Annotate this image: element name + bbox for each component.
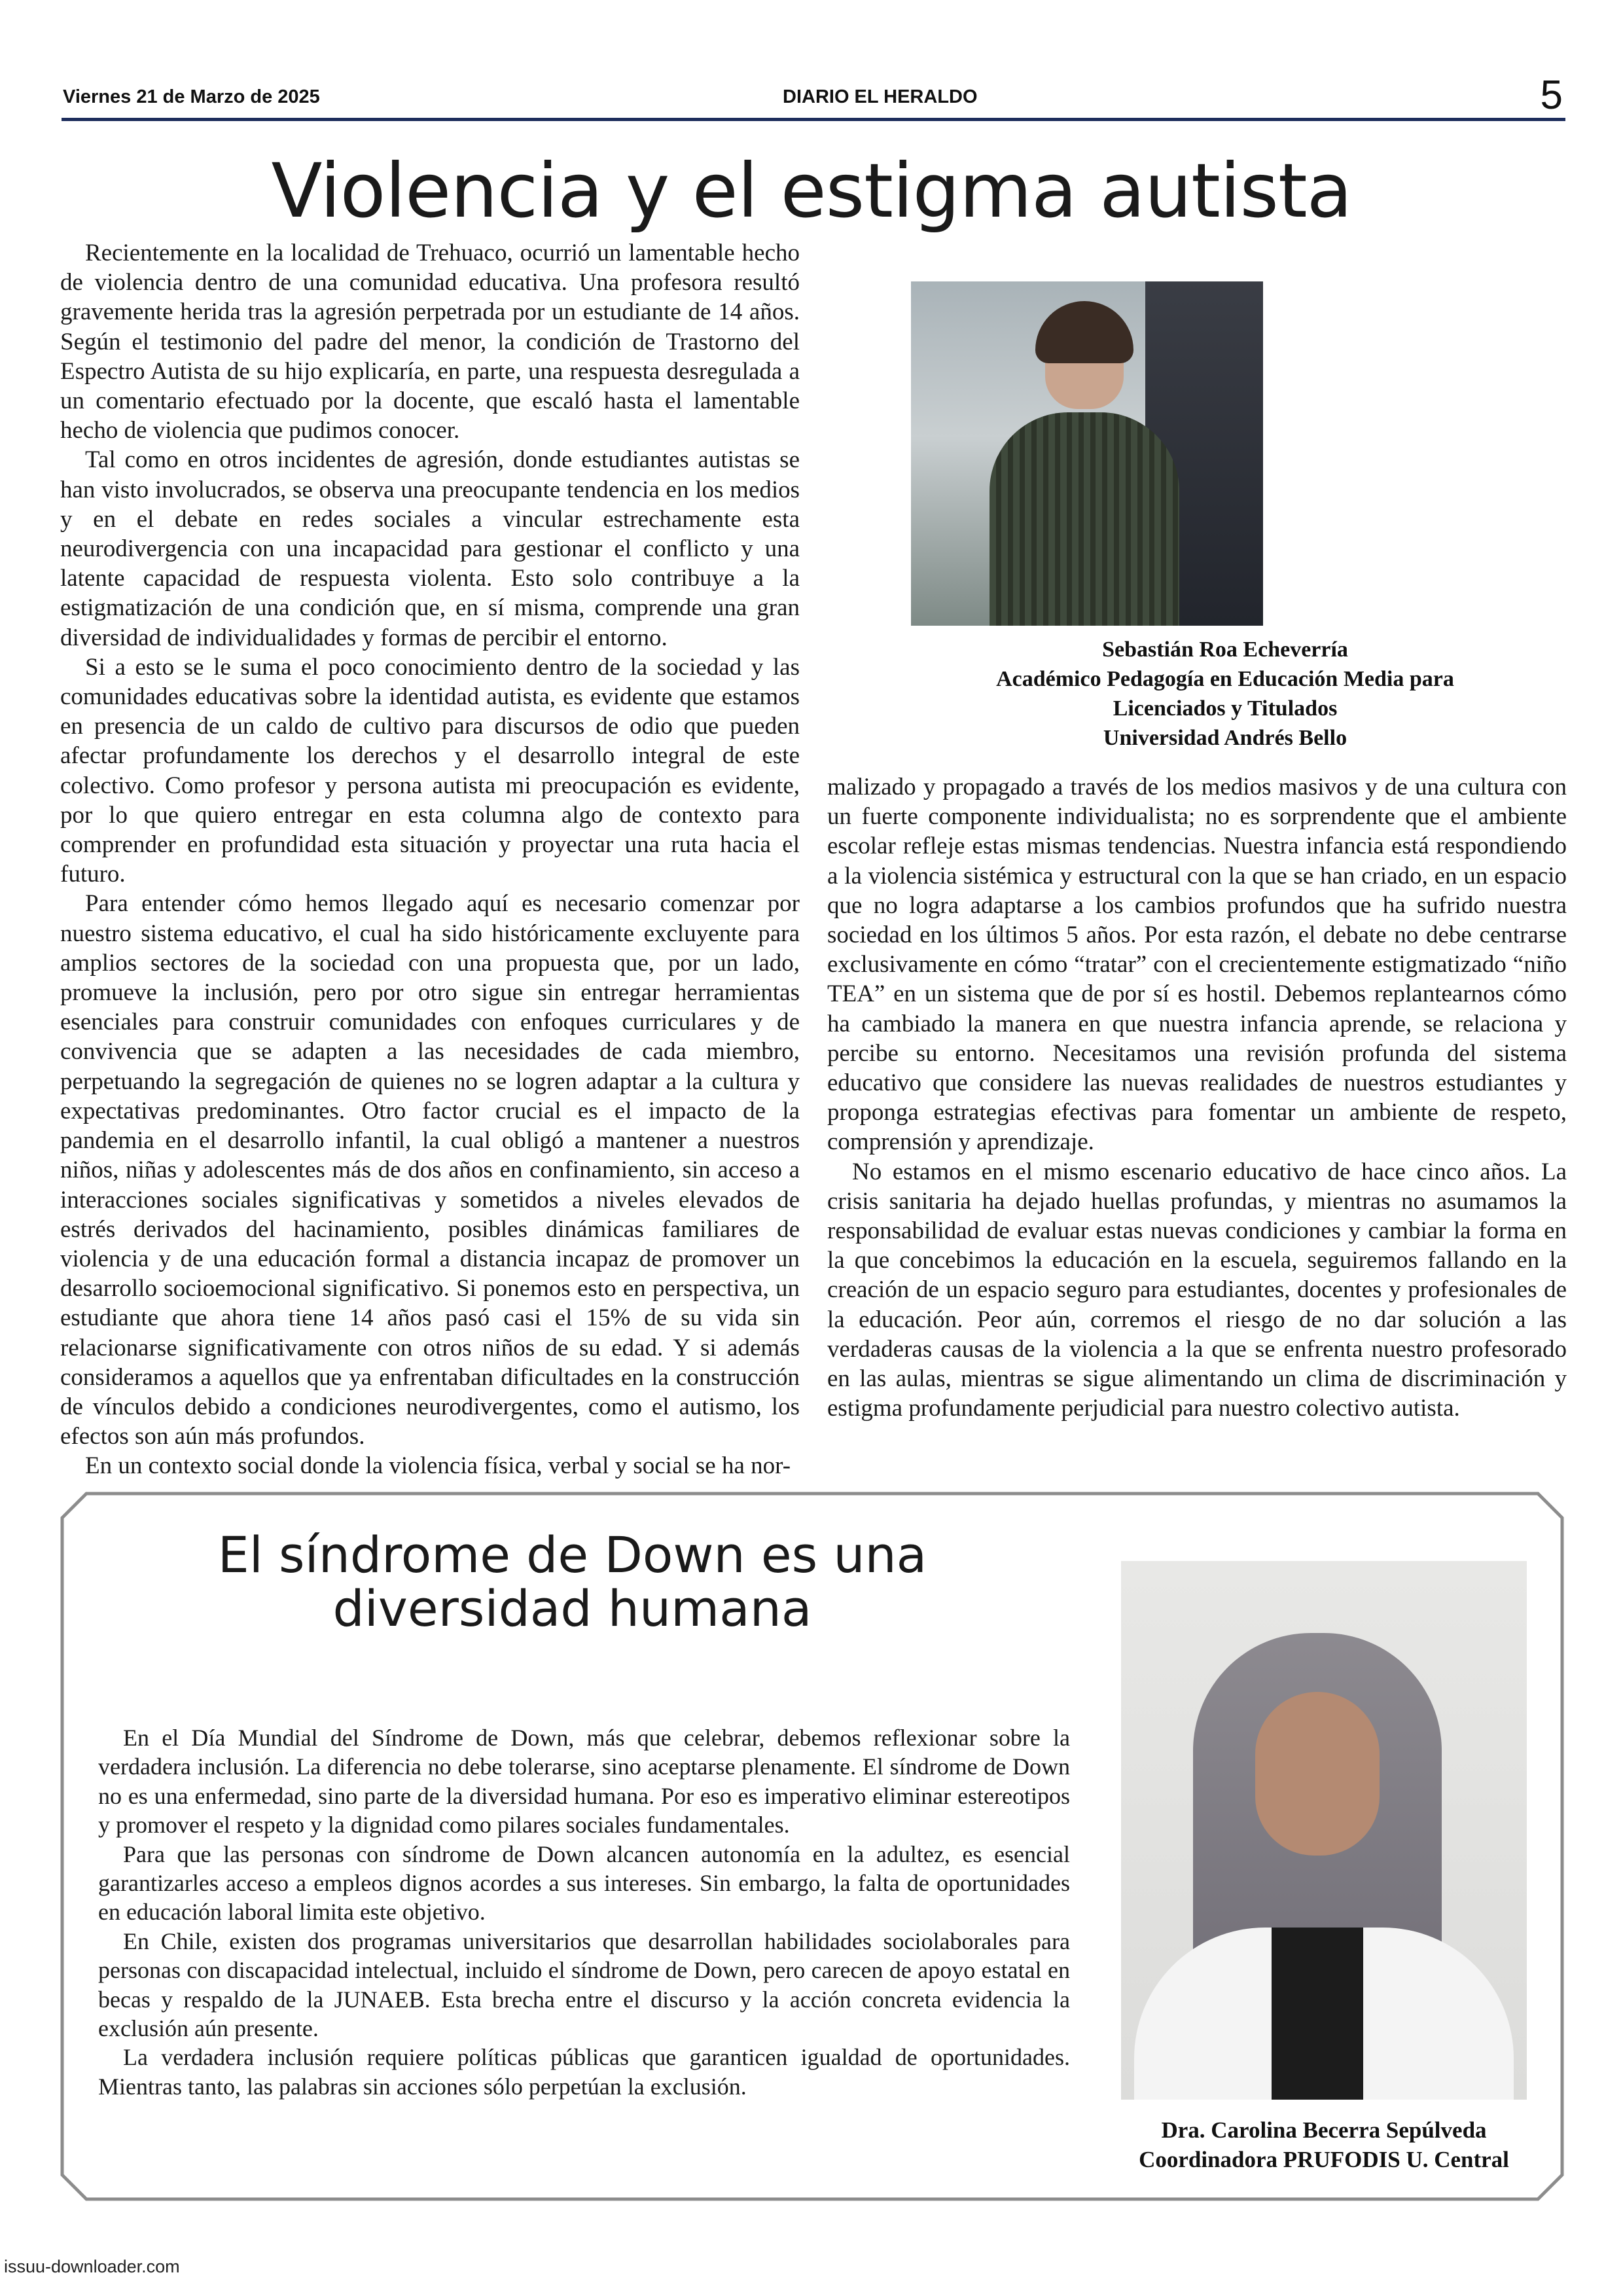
article-right-column [827, 772, 1567, 1423]
article-paragraph: Si a esto se le suma el poco conocimiento dentro de la sociedad y las comunidades educativas sobre la identidad autista, es evidente que estamos en presencia de un caldo de cultivo para discursos de odio que pueden afectar profundamente los derechos y el desarrollo integral de este colectivo. Como profesor y persona autista mi preocupación es evidente, por lo que quiero entregar en esta columna algo de contexto para comprender en profundidad esta situación y proyectar una ruta hacia el futuro. [60, 653, 800, 888]
photo-person-hair [1035, 301, 1133, 363]
box-paragraph: En el Día Mundial del Síndrome de Down, más que celebrar, debemos reflexionar sobre la verdadera inclusión. La diferencia no debe tolerarse, sino aceptarse plenamente. El síndrome de Down no es una enfermedad, sino parte de la diversidad humana. Por eso es imperativo eliminar estereotipos y promover el respeto y la dignidad como pilares sociales fundamentales. [98, 1725, 1070, 1839]
author-name: Sebastián Roa Echeverría [1102, 637, 1348, 662]
article-paragraph: malizado y propagado a través de los medios masivos y de una cultura con un fuerte componente individualista; no es sorprendente que el ambiente escolar refleje estas mismas tendencias. Nuestra infancia está respondiendo a la violencia sistémica y estructural con la que se han criado, en un espacio que no logra adaptarse a los cambios profundos que ha sufrido nuestra sociedad en los últimos 5 años. Por esta razón, el debate no debe centrarse exclusivamente en cómo “tratar” con el crecientemente estigmatizado “niño TEA” en un sistema que de por sí es hostil. Debemos replantearnos cómo ha cambiado la manera en que nuestra infancia aprende, se relaciona y percibe su entorno. Necesitamos una revisión profunda del sistema educativo que considere las nuevas realidades de nuestros estudiantes y proponga estrategias efectivas para fomentar un ambiente de respeto, comprensión y aprendizaje. [827, 774, 1567, 1156]
box-author-role: Coordinadora PRUFODIS U. Central [1139, 2147, 1509, 2172]
box-author-photo [1121, 1561, 1527, 2100]
box-title-line1: El síndrome de Down es una [217, 1526, 927, 1584]
watermark-link[interactable]: issuu-downloader.com [4, 2257, 180, 2276]
article-paragraph: Recientemente en la localidad de Trehuaco, ocurrió un lamentable hecho de violencia dentro de una comunidad educativa. Una profesora resultó gravemente herida tras la agresión perpetrada por un estudiante de 14 años. Según el testimonio del padre del menor, la condición de Trastorno del Espectro Autista de su hijo explicaría, en parte, una respuesta desregulada a un comentario efectuado por la docente, que escaló hasta el lamentable hecho de violencia que pudimos conocer. [60, 240, 800, 444]
article-paragraph: En un contexto social donde la violencia física, verbal y social se ha nor- [85, 1452, 791, 1480]
box-paragraph: La verdadera inclusión requiere políticas públicas que garanticen igualdad de oportunidades. Mientras tanto, las palabras sin acciones sólo perpetúan la exclusión. [98, 2044, 1070, 2100]
header-rule [62, 118, 1565, 121]
page-number: 5 [1540, 73, 1563, 118]
box-author-name: Dra. Carolina Becerra Sepúlveda [1161, 2117, 1487, 2143]
box-article-title [191, 1528, 954, 1636]
author-photo [911, 281, 1263, 626]
article-title: Violencia y el estigma autista [271, 147, 1352, 234]
article-paragraph: Tal como en otros incidentes de agresión, donde estudiantes autistas se han visto involucrados, se observa una preocupante tendencia en los medios y en el debate en redes sociales a vincular estrechamente esta neurodivergencia con una incapacidad para gestionar el conflicto y una latente capacidad de respuesta violenta. Esto solo contribuye a la estigmatización de una condición que, en sí misma, comprende una gran diversidad de individualidades y formas de percibir el entorno. [60, 446, 800, 651]
box-paragraph: En Chile, existen dos programas universitarios que desarrollan habilidades sociolaborales para personas con discapacidad intelectual, incluido el síndrome de Down, pero carecen de apoyo estatal en becas y respaldo de la JUNAEB. Esta brecha entre el discurso y la acción concreta evidencia la exclusión aún presente. [98, 1928, 1070, 2042]
newspaper-name: DIARIO EL HERALDO [783, 86, 978, 107]
photo-person-face [1255, 1692, 1380, 1856]
box-paragraph: Para que las personas con síndrome de Down alcancen autonomía en la adultez, es esencial garantizarles acceso a empleos dignos acordes a sus intereses. Sin embargo, la falta de oportunidades en educación laboral limita este objetivo. [98, 1840, 1070, 1926]
box-author-caption [1121, 2115, 1527, 2174]
article-paragraph: No estamos en el mismo escenario educativo de hace cinco años. La crisis sanitaria ha dejado huellas profundas, y mientras no asumamos la responsabilidad de evaluar estas nuevas condiciones y cambiar la forma en la que concebimos la educación en la escuela, seguiremos fallando en la creación de un espacio seguro para estudiantes, docentes y profesionales de la educación. Peor aún, corremos el riesgo de no dar solución a las verdaderas causas de la violencia a la que se enfrenta nuestro profesorado en las aulas, mientras se sigue alimentando un clima de discriminación y estigma profundamente perjudicial para nuestro colectivo autista. [827, 1158, 1567, 1422]
author-role-line2: Licenciados y Titulados [1113, 696, 1338, 721]
photo-person-shirt [1272, 1928, 1363, 2100]
issue-date: Viernes 21 de Marzo de 2025 [63, 86, 320, 107]
author-role-line1: Académico Pedagogía en Educación Media para [996, 667, 1454, 691]
author-institution: Universidad Andrés Bello [1103, 726, 1347, 750]
box-title-line2: diversidad humana [332, 1579, 812, 1638]
author-caption [911, 635, 1539, 753]
photo-person-shirt [990, 412, 1179, 626]
article-left-column [60, 238, 800, 1481]
box-article-body [98, 1723, 1070, 2101]
article-paragraph: Para entender cómo hemos llegado aquí es necesario comenzar por nuestro sistema educativo, el cual ha sido históricamente excluyente para amplios sectores de la sociedad con una propuesta que, por un lado, promueve la inclusión, pero por otro sigue sin entregar herramientas esenciales para construir comunidades con enfoques curriculares y de convivencia que se adapten a las necesidades de cada miembro, perpetuando la segregación de quienes no se logren adaptar a la cultura y expectativas predominantes. Otro factor crucial es el impacto de la pandemia en el desarrollo infantil, la cual obligó a mantener a nuestros niños, niñas y adolescentes más de dos años en confinamiento, sin acceso a interacciones sociales significativas y sometidos a niveles elevados de estrés derivados del hacinamiento, posibles dinámicas familiares de violencia y de una educación formal a distancia incapaz de promover un desarrollo socioemocional significativo. Si ponemos esto en perspectiva, un estudiante que ahora tiene 14 años pasó casi el 15% de su vida sin relacionarse significativamente con otros niños de su edad. Y si además consideramos a aquellos que ya enfrentaban dificultades en la construcción de vínculos debido a condiciones neurodivergentes, como el autismo, los efectos son aún más profundos. [60, 890, 800, 1450]
